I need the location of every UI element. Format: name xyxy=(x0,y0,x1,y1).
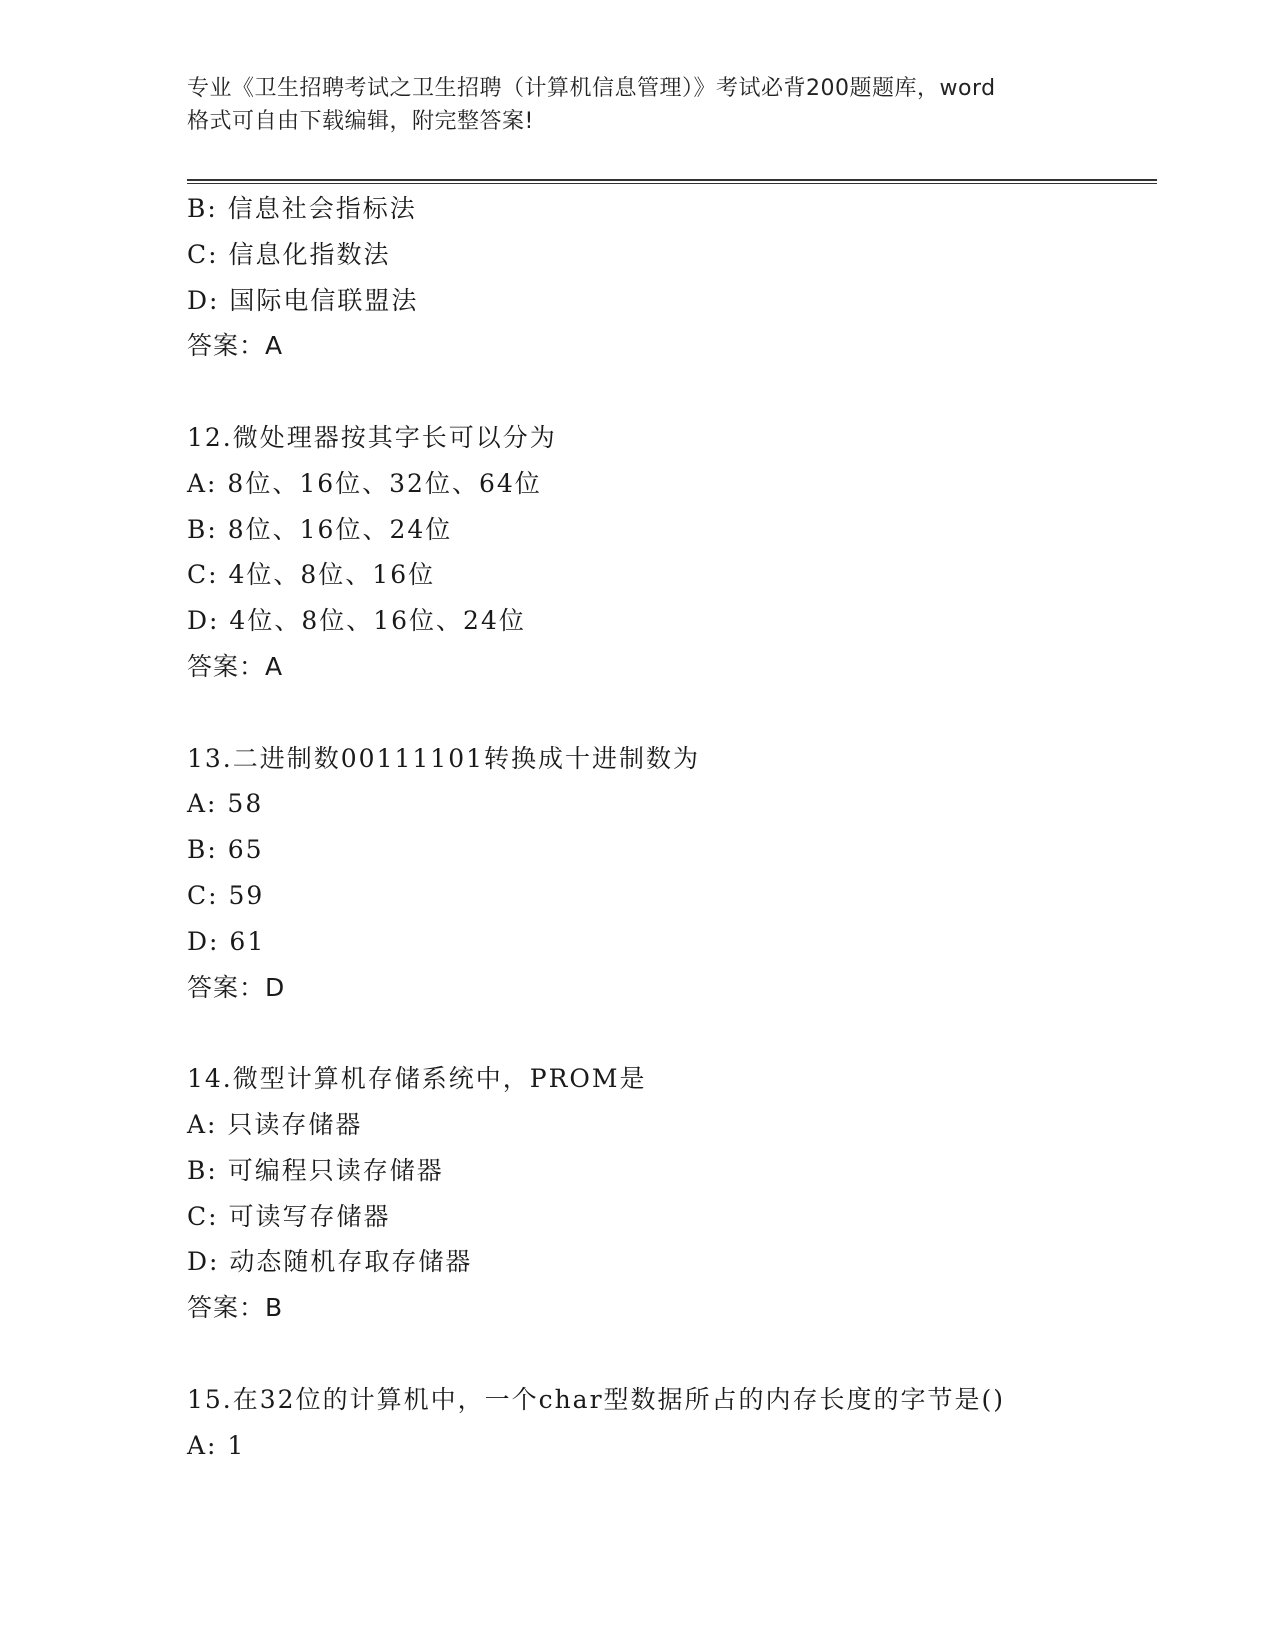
question-11 xyxy=(187,186,1157,369)
question-12 xyxy=(187,415,1157,690)
q12-option-d: D: 4位、8位、16位、24位 xyxy=(187,606,526,636)
question-15 xyxy=(187,1377,1157,1469)
q14-option-c: C: 可读写存储器 xyxy=(187,1201,391,1231)
question-13 xyxy=(187,736,1157,1011)
document-header xyxy=(187,72,1087,138)
q12-option-b: B: 8位、16位、24位 xyxy=(187,514,453,544)
q14-question: 14.微型计算机存储系统中，PROM是 xyxy=(187,1064,647,1094)
spacer xyxy=(187,1010,1157,1056)
header-title-line-1: 专业《卫生招聘考试之卫生招聘（计算机信息管理）》考试必背200题题库，word xyxy=(187,76,996,101)
spacer xyxy=(187,1331,1157,1377)
q13-answer: 答案：D xyxy=(187,972,286,1002)
header-title-line-2: 格式可自由下载编辑，附完整答案! xyxy=(187,109,534,134)
q12-option-a: A: 8位、16位、32位、64位 xyxy=(187,468,542,498)
q12-answer: 答案：A xyxy=(187,651,284,681)
q12-question: 12.微处理器按其字长可以分为 xyxy=(187,422,557,452)
spacer xyxy=(187,369,1157,415)
question-list xyxy=(187,186,1157,1468)
q14-option-a: A: 只读存储器 xyxy=(187,1109,363,1139)
q13-option-d: D: 61 xyxy=(187,926,266,956)
header-divider xyxy=(187,179,1157,184)
q11-option-b: B: 信息社会指标法 xyxy=(187,194,417,223)
q14-option-d: D: 动态随机存取存储器 xyxy=(187,1247,473,1277)
question-14 xyxy=(187,1056,1157,1331)
q11-answer: 答案：A xyxy=(187,331,284,361)
q13-option-b: B: 65 xyxy=(187,835,264,865)
document-page xyxy=(187,0,1157,1650)
q13-option-c: C: 59 xyxy=(187,880,265,910)
q14-option-b: B: 可编程只读存储器 xyxy=(187,1155,444,1185)
spacer xyxy=(187,690,1157,736)
q15-option-a: A: 1 xyxy=(187,1430,246,1460)
q14-answer: 答案：B xyxy=(187,1293,284,1323)
q13-option-a: A: 58 xyxy=(187,789,264,819)
q12-option-c: C: 4位、8位、16位 xyxy=(187,560,436,590)
q13-question: 13.二进制数00111101转换成十进制数为 xyxy=(187,743,701,773)
q15-question: 15.在32位的计算机中，一个char型数据所占的内存长度的字节是() xyxy=(187,1384,1006,1414)
q11-option-d: D: 国际电信联盟法 xyxy=(187,285,419,315)
q11-option-c: C: 信息化指数法 xyxy=(187,239,391,269)
